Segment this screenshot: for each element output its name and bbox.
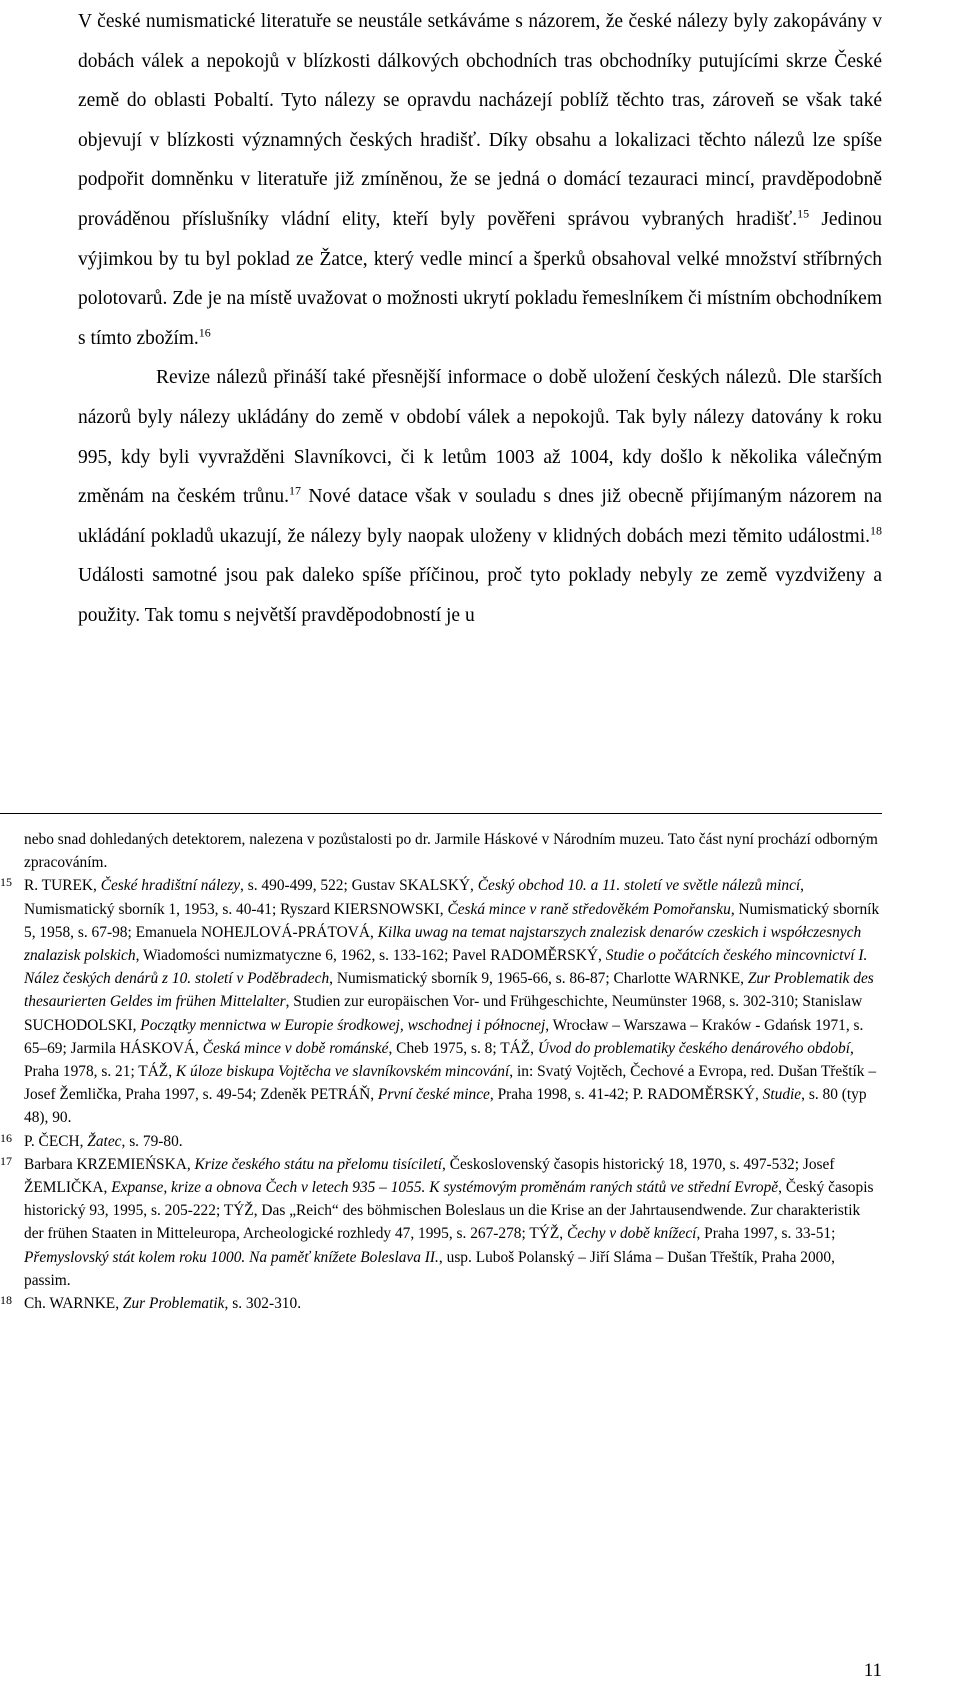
footnote-title: Studie [762, 1086, 802, 1104]
footnote-title: Český obchod 10. a 11. století ve světle nálezů mincí [477, 877, 801, 895]
paragraph-2-text-a: Revize nálezů přináší také přesnější informace o době uložení českých nálezů. Dle starších názorů byly nálezy ukládány do země v období válek a nepokojů. Tak byly nálezy datovány k roku 995, kdy byli vyvražděni Slavníkovci, či k letům 1003 až 1004, kdy došlo k několika válečným změnám na českém trůnu. [78, 367, 882, 508]
footnotes [0, 828, 882, 1315]
footnote-15 [0, 874, 882, 1129]
footnote-title: Początky mennictwa w Europie środkowej, wschodnej i północnej [140, 1016, 546, 1034]
footnote-text: , Studien zur europäischen Vor- und Frühgeschichte, Neumünster 1968, s. 302-310; Stanislaw SUCHODOLSKI, [24, 993, 863, 1034]
footnote-separator [0, 813, 882, 814]
footnote-title: Zur Problematik [122, 1295, 225, 1313]
footnote-title: První české mince [377, 1086, 490, 1104]
footnote-18 [0, 1292, 882, 1315]
footnote-number: 17 [0, 1153, 12, 1168]
footnote-17 [0, 1153, 882, 1292]
footnote-continuation [0, 828, 882, 874]
footnote-16 [0, 1130, 882, 1153]
footnote-ref-18[interactable]: 18 [870, 523, 882, 538]
paragraph-1-text-a: V české numismatické literatuře se neustále setkáváme s názorem, že české nálezy byly zakopávány v dobách válek a nepokojů v blízkosti dálkových obchodních tras obchodníky putujícími skrze České země do oblasti Pobaltí. Tyto nálezy se opravdu nacházejí poblíž těchto tras, zároveň se však také objevují v blízkosti významných českých hradišť. Díky obsahu a lokalizaci těchto nálezů lze spíše podpořit domněnku v literatuře již zmíněnou, že se jedná o domácí tezauraci mincí, pravděpodobně prováděnou příslušníky vládní elity, kteří byly pověřeni správou vybraných hradišť. [78, 11, 882, 230]
paragraph-2 [78, 358, 882, 635]
paragraph-1 [78, 2, 882, 358]
footnote-text: P. ČECH, [24, 1132, 88, 1150]
footnote-ref-16[interactable]: 16 [198, 325, 211, 340]
footnote-title: Česká mince v době románské [202, 1039, 389, 1057]
footnote-number: 15 [0, 875, 12, 890]
footnote-text: , Wiadomości numizmatyczne 6, 1962, s. 133-162; Pavel RADOMĚRSKÝ, [135, 947, 606, 965]
footnote-text: , s. 490-499, 522; Gustav SKALSKÝ, [240, 877, 478, 895]
footnote-title: Zur Problematik des thesaurierten Geldes im frühen Mittelalter [24, 970, 874, 1011]
footnote-text: , s. 302-310. [224, 1295, 302, 1313]
paragraph-2-text-c: Události samotné jsou pak daleko spíše příčinou, proč tyto poklady nebyly ze země vyzdviženy a použity. Tak tomu s největší pravděpodobností je u [78, 565, 882, 626]
footnote-text: Ch. WARNKE, [24, 1295, 123, 1313]
footnote-title: České hradištní nálezy [100, 877, 241, 895]
footnote-title: K úloze biskupa Vojtěcha ve slavníkovském mincování [175, 1063, 510, 1081]
footnote-title: Úvod do problematiky českého denárového období [537, 1039, 850, 1057]
paragraph-2-text-b: Nové datace však v souladu s dnes již obecně přijímaným názorem na ukládání pokladů ukazují, že nálezy byly naopak uloženy v klidných dobách mezi těmito událostmi. [78, 486, 882, 547]
footnote-text: , Praha 1997, s. 33-51; [696, 1225, 836, 1243]
footnote-title: Studie o počátcích českého mincovnictví I. Nález českých denárů z 10. století v Poděbradech [24, 947, 868, 988]
footnote-text: R. TUREK, [24, 877, 101, 895]
footnote-number: 16 [0, 1130, 12, 1145]
page-number: 11 [863, 1660, 882, 1681]
footnote-text: , Cheb 1975, s. 8; TÁŽ, [388, 1039, 538, 1057]
footnote-text: , in: Svatý Vojtěch, Čechové a Evropa, red. Dušan Třeštík – Josef Žemlička, Praha 1997, s. 49-54; Zdeněk PETRÁŇ, [24, 1063, 877, 1104]
footnote-text: , s. 79-80. [121, 1132, 183, 1150]
footnote-text: , Numismatický sborník 1, 1953, s. 40-41; Ryszard KIERSNOWSKI, [24, 877, 805, 918]
footnote-number: 18 [0, 1293, 12, 1308]
footnote-text: Barbara KRZEMIEŃSKA, [24, 1155, 195, 1173]
footnote-text: , s. 80 (typ 48), 90. [24, 1086, 867, 1127]
footnote-text: , Český časopis historický 93, 1995, s. 205-222; TÝŽ, Das „Reich“ des böhmischen Boleslaus un die Krise an der Jahrtausendwende. Zur charakteristik der frühen Staaten in Mitteleuropa, Archeologické rozhledy 47, 1995, s. 267-278; TÝŽ, [24, 1179, 874, 1243]
main-text [78, 2, 882, 636]
footnote-title: Žatec [87, 1132, 122, 1150]
footnote-title: Krize českého státu na přelomu tisíciletí [194, 1155, 443, 1173]
footnote-ref-17[interactable]: 17 [289, 483, 302, 498]
footnote-text: , Wrocław – Warszawa – Kraków - Gdańsk 1971, s. 65–69; Jarmila HÁSKOVÁ, [24, 1016, 864, 1057]
footnote-text: , Československý časopis historický 18, 1970, s. 497-532; Josef ŽEMLIČKA, [24, 1155, 835, 1197]
footnote-text: , Numismatický sborník 9, 1965-66, s. 86-87; Charlotte WARNKE, [329, 970, 748, 988]
paragraph-1-text-b: Jedinou výjimkou by tu byl poklad ze Žatce, který vedle mincí a šperků obsahoval velké množství stříbrných polotovarů. Zde je na místě uvažovat o možnosti ukrytí pokladu řemeslníkem či místním obchodníkem s tímto zbožím. [78, 208, 882, 349]
footnote-text: , usp. Luboš Polanský – Jiří Sláma – Dušan Třeštík, Praha 2000, passim. [24, 1248, 835, 1289]
footnote-ref-15[interactable]: 15 [797, 206, 810, 221]
footnote-title: Česká mince v raně středověkém Pomořansku [447, 900, 731, 918]
footnote-title: Expanse, krize a obnova Čech v letech 935 – 1055. K systémovým proměnám raných států ve střední Evropě [111, 1179, 779, 1197]
footnote-title: Čechy v době knížecí [566, 1225, 697, 1243]
footnote-title: Přemyslovský stát kolem roku 1000. Na paměť knížete Boleslava II. [24, 1248, 439, 1266]
footnote-text: , Numismatický sborník 5, 1958, s. 67-98; Emanuela NOHEJLOVÁ-PRÁTOVÁ, [24, 900, 880, 941]
footnote-text: , Praha 1998, s. 41-42; P. RADOMĚRSKÝ, [489, 1086, 763, 1104]
footnote-title: Kilka uwag na temat najstarszych znalezisk denarów czeskich i współczesnych znalazisk polskich [24, 923, 862, 965]
footnote-text: , Praha 1978, s. 21; TÁŽ, [24, 1039, 854, 1081]
footnote-continuation-text: nebo snad dohledaných detektorem, nalezena v pozůstalosti po dr. Jarmile Háskové v Národním muzeu. Tato část nyní prochází odborným zpracováním. [24, 831, 878, 872]
